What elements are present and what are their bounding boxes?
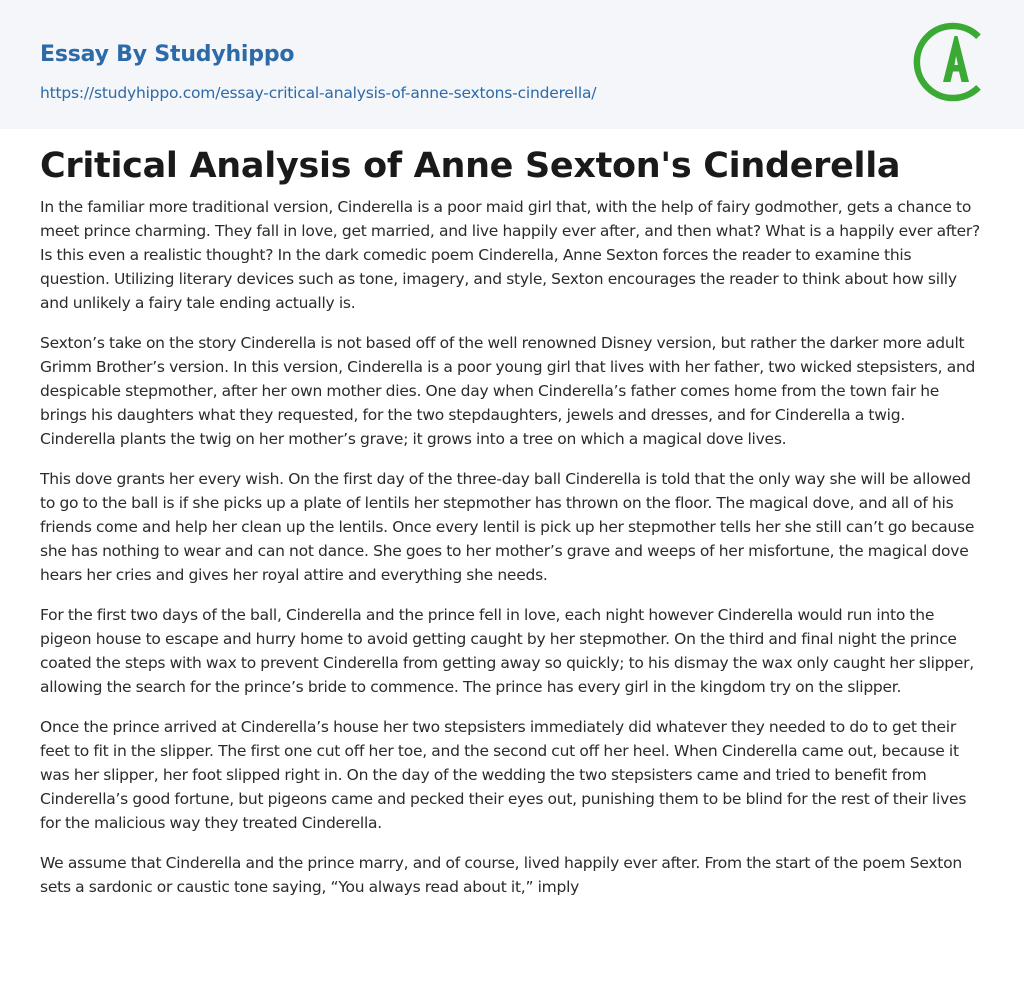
essay-paragraph: This dove grants her every wish. On the first day of the three-day ball Cinderella is told that the only way she will be allowed to go to the ball is if she picks up a plate of lentils her stepmother has thrown on the floor. The magical dove, and all of his friends come and help her clean up the lentils. Once every lentil is pick up her stepmother tells her she still can’t go because she has nothing to wear and can not dance. She goes to her mother’s grave and weeps of her misfortune, the magical dove hears her cries and gives her royal attire and everything she needs.	[40, 470, 975, 584]
site-header	[0, 0, 1024, 129]
essay-paragraph: Once the prince arrived at Cinderella’s house her two stepsisters immediately did whatever they needed to do to get their feet to fit in the slipper. The first one cut off her toe, and the second cut off her heel. When Cinderella came out, because it was her slipper, her foot slipped right in. On the day of the wedding the two stepsisters came and tried to benefit from Cinderella’s good fortune, but pigeons came and pecked their eyes out, punishing them to be blind for the rest of their lives for the malicious way they treated Cinderella.	[40, 718, 967, 832]
site-brand[interactable]: Essay By Studyhippo	[40, 42, 295, 67]
essay-paragraph: Sexton’s take on the story Cinderella is not based off of the well renowned Disney version, but rather the darker more adult Grimm Brother’s version. In this version, Cinderella is a poor young girl that lives with her father, two wicked stepsisters, and despicable stepmother, after her own mother dies. One day when Cinderella’s father comes home from the town fair he brings his daughters what they requested, for the two stepdaughters, jewels and dresses, and for Cinderella a twig. Cinderella plants the twig on her mother’s grave; it grows into a tree on which a magical dove lives.	[40, 334, 976, 448]
essay-body	[40, 195, 984, 915]
essay-paragraph: We assume that Cinderella and the prince marry, and of course, lived happily ever after. From the start of the poem Sexton sets a sardonic or caustic tone saying, “You always read about it,” imply	[40, 854, 962, 896]
essay-url-link[interactable]: https://studyhippo.com/essay-critical-analysis-of-anne-sextons-cinderella/	[40, 84, 597, 102]
logo-letter: A	[941, 42, 971, 86]
essay-paragraph: In the familiar more traditional version, Cinderella is a poor maid girl that, with the help of fairy godmother, gets a chance to meet prince charming. They fall in love, get married, and live happily ever after, and then what? What is a happily ever after? Is this even a realistic thought? In the dark comedic poem Cinderella, Anne Sexton forces the reader to examine this question. Utilizing literary devices such as tone, imagery, and style, Sexton encourages the reader to think about how silly and unlikely a fairy tale ending actually is.	[40, 198, 980, 312]
essay-paragraph: For the first two days of the ball, Cinderella and the prince fell in love, each night however Cinderella would run into the pigeon house to escape and hurry home to avoid getting caught by her stepmother. On the third and final night the prince coated the steps with wax to prevent Cinderella from getting away so quickly; to his dismay the wax only caught her slipper, allowing the search for the prince’s bride to commence. The prince has every girl in the kingdom try on the slipper.	[40, 606, 974, 696]
studyhippo-logo-icon[interactable]	[913, 19, 987, 105]
page-title: Critical Analysis of Anne Sexton's Cinderella	[40, 146, 901, 186]
